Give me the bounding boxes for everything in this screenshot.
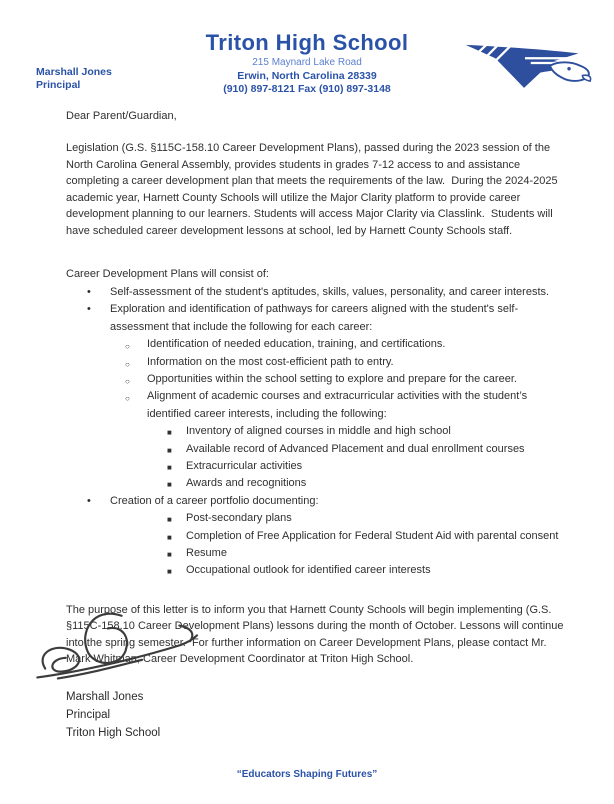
- bullet-item: [66, 545, 566, 562]
- phone-fax-line: (910) 897-8121 Fax (910) 897-3148: [223, 82, 391, 95]
- bullet-marker-icon: •: [87, 285, 91, 298]
- bullet-item: [66, 441, 566, 458]
- bullet-text: Inventory of aligned courses in middle and high school: [186, 425, 451, 438]
- bullet-item: [66, 423, 566, 440]
- bullet-item: [66, 510, 566, 527]
- signature-school: Triton High School: [66, 727, 161, 739]
- bullet-marker-icon: ■: [167, 428, 172, 438]
- paragraph-legislation: Legislation (G.S. §115C-158.10 Career Development Plans), passed during the 2023 session of the North Carolina General Assembly, provides students in grades 7-12 access to and assistance completing a career development plan that meets the requirements of the law. During the 2024-2025 academic year, Harnett County Schools will utilize the Major Clarity platform to provide career development planning to our learners. Students will access Major Clarity via Classlink. Students will have scheduled career development lessons at school, led by Harnett County Schools staff.: [66, 142, 561, 237]
- bullet-item: [66, 562, 566, 579]
- bullet-text: Completion of Free Application for Federal Student Aid with parental consent: [186, 529, 559, 542]
- bullet-item: [66, 475, 566, 492]
- bullet-item: [66, 284, 566, 301]
- bullet-item: [66, 336, 566, 353]
- bullet-item: [66, 388, 566, 423]
- bullet-item: [66, 371, 566, 388]
- bullet-text: Opportunities within the school setting to explore and prepare for the career.: [147, 372, 517, 385]
- salutation: Dear Parent/Guardian,: [66, 109, 177, 122]
- bullet-text: Identification of needed education, training, and certifications.: [147, 338, 446, 351]
- principal-title: Principal: [36, 79, 81, 91]
- bullet-item: [66, 458, 566, 475]
- bullet-text: Self-assessment of the student's aptitudes, skills, values, personality, and career interests.: [110, 285, 550, 298]
- bullet-marker-icon: ■: [167, 445, 172, 455]
- bullet-marker-icon: ■: [167, 532, 172, 542]
- bullet-marker-icon: ○: [125, 394, 130, 404]
- bullet-marker-icon: ■: [167, 550, 172, 560]
- career-plan-list: [66, 284, 566, 580]
- paragraph-closing: The purpose of this letter is to inform you that Harnett County Schools will begin implementing (G.S. §115C-158.10 Career Development Plans) lessons during the month of October. Lessons will continue into the spring semester. For further information on Career Development Plans, please contact Mr. Mark Whitman, Career Development Coordinator at Triton High School.: [66, 603, 567, 666]
- signature-name: Marshall Jones: [66, 691, 144, 703]
- bullet-item: [66, 354, 566, 371]
- footer-motto: “Educators Shaping Futures”: [236, 769, 378, 780]
- bullet-text: Information on the most cost-efficient path to entry.: [147, 355, 394, 368]
- bullet-marker-icon: •: [87, 303, 91, 316]
- bullet-item: [66, 493, 566, 510]
- bullet-text: Awards and recognitions: [186, 477, 307, 490]
- bullet-marker-icon: ○: [125, 342, 130, 352]
- bullet-text: Exploration and identification of pathways for careers aligned with the student's self-assessment that include the following for each career:: [110, 303, 519, 333]
- bullet-text: Post-secondary plans: [186, 512, 292, 525]
- bullet-marker-icon: ■: [167, 480, 172, 490]
- school-name: Triton High School: [205, 30, 409, 55]
- letter-body: [66, 108, 566, 668]
- address-line: 215 Maynard Lake Road: [252, 57, 362, 69]
- bullet-item: [66, 301, 566, 336]
- bullet-item: [66, 528, 566, 545]
- bullet-text: Available record of Advanced Placement and dual enrollment courses: [186, 442, 525, 455]
- bullet-marker-icon: ○: [125, 359, 130, 369]
- bullet-marker-icon: •: [87, 494, 91, 507]
- school-hawk-logo-icon: [458, 32, 592, 94]
- principal-name: Marshall Jones: [36, 66, 112, 78]
- bullet-text: Alignment of academic courses and extracurricular activities with the student’s identified career interests, including the following:: [147, 390, 528, 420]
- bullet-text: Extracurricular activities: [186, 459, 303, 472]
- city-state-zip: Erwin, North Carolina 28339: [237, 69, 377, 82]
- bullet-marker-icon: ■: [167, 567, 172, 577]
- signature-title: Principal: [66, 709, 111, 721]
- bullet-marker-icon: ■: [167, 462, 172, 472]
- list-intro: Career Development Plans will consist of:: [66, 268, 269, 281]
- bullet-text: Resume: [186, 547, 227, 560]
- signature-block: [66, 688, 160, 742]
- bullet-marker-icon: ■: [167, 515, 172, 525]
- bullet-text: Creation of a career portfolio documenting:: [110, 494, 319, 507]
- bullet-marker-icon: ○: [125, 376, 130, 386]
- principal-block: [36, 66, 112, 92]
- bullet-text: Occupational outlook for identified career interests: [186, 564, 431, 577]
